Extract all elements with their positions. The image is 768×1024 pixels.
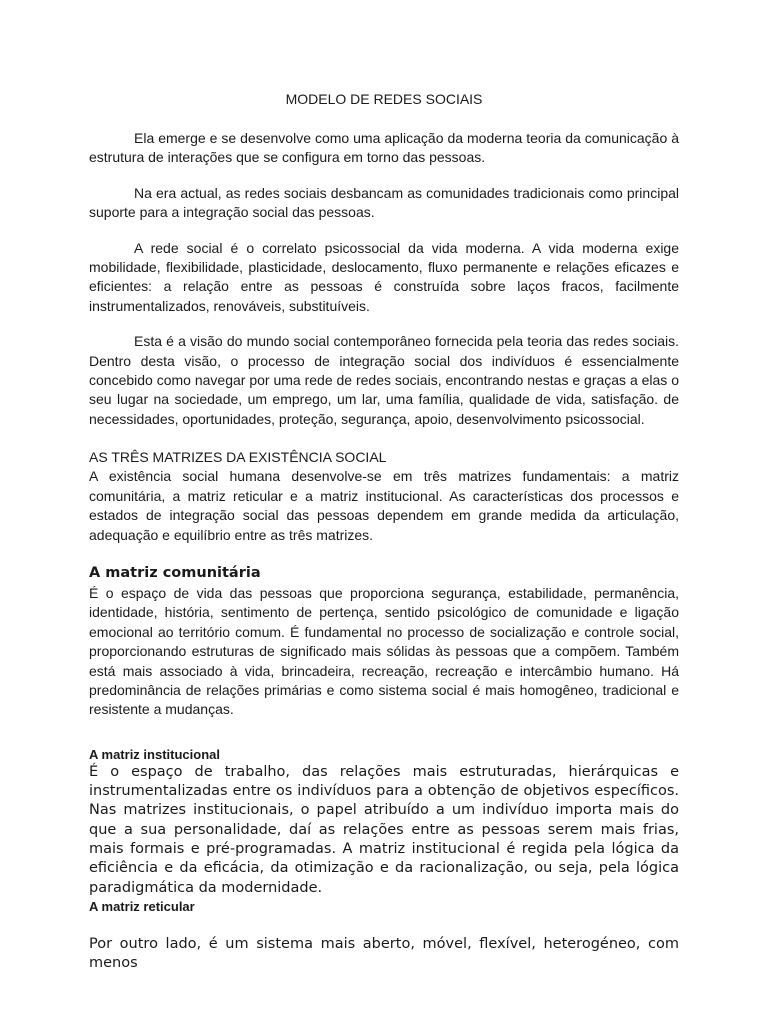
document-body [89,90,679,973]
comunitaria-paragraph: É o espaço de vida das pessoas que proporciona segurança, estabilidade, permanência, identidade, história, sentimento de pertença, sentido psicológico de comunidade e ligação emocional ao território comum. É fundamental no processo de socialização e controle social, proporcionando estruturas de significado mais sólidas às pessoas que a compõem. Também está mais associado à vida, brincadeira, recreação, recreação e intercâmbio humano. Há predominância de relações primárias e como sistema social é mais homogêneo, tradicional e resistente a mudanças. [89,584,679,718]
institucional-paragraph: É o espaço de trabalho, das relações mais estruturadas, hierárquicas e instrumentalizadas entre os indivíduos para a obtenção de objetivos específicos. Nas matrizes institucionais, o papel atribuído a um indivíduo importa mais do que a sua personalidade, daí as relações entre as pessoas serem mais frias, mais formais e pré-programadas. A matriz institucional é regida pela lógica da eficiência e da eficácia, da otimização e da racionalização, ou seja, pela lógica paradigmática da modernidade. [89,763,679,896]
intro-paragraph-3: A rede social é o correlato psicossocial da vida moderna. A vida moderna exige mobilidade, flexibilidade, plasticidade, deslocamento, fluxo permanente e relações eficazes e eficientes: a relação entre as pessoas é construída sobre laços fracos, facilmente instrumentalizados, renováveis, substituíveis. [89,239,679,314]
matrices-paragraph: A existência social humana desenvolve-se em três matrizes fundamentais: a matriz comunitária, a matriz reticular e a matriz institucional. As características dos processos e estados de integração social das pessoas dependem em grande medida da articulação, adequação e equilíbrio entre as três matrizes. [89,468,679,543]
intro-paragraph-4: Esta é a visão do mundo social contemporâneo fornecida pela teoria das redes sociais. Dentro desta visão, o processo de integração social dos indivíduos é essencialmente concebido como navegar por uma rede de redes sociais, encontrando nestas e graças a elas o seu lugar na sociedade, um emprego, um lar, uma família, qualidade de vida, satisfação. de necessidades, oportunidades, proteção, segurança, apoio, desenvolvimento psicossocial. [89,333,679,427]
reticular-paragraph: Por outro lado, é um sistema mais aberto, móvel, flexível, heterogéneo, com menos [89,935,679,972]
institucional-heading: A matriz institucional [89,746,220,762]
document-title: MODELO DE REDES SOCIAIS [285,91,483,107]
intro-paragraph-2: Na era actual, as redes sociais desbancam as comunidades tradicionais como principal suporte para a integração social das pessoas. [89,184,679,221]
comunitaria-heading: A matriz comunitária [89,564,261,581]
reticular-heading: A matriz reticular [89,898,195,914]
matrices-heading: AS TRÊS MATRIZES DA EXISTÊNCIA SOCIAL [89,449,387,466]
intro-paragraph-1: Ela emerge e se desenvolve como uma aplicação da moderna teoria da comunicação à estrutura de interações que se configura em torno das pessoas. [89,130,679,166]
